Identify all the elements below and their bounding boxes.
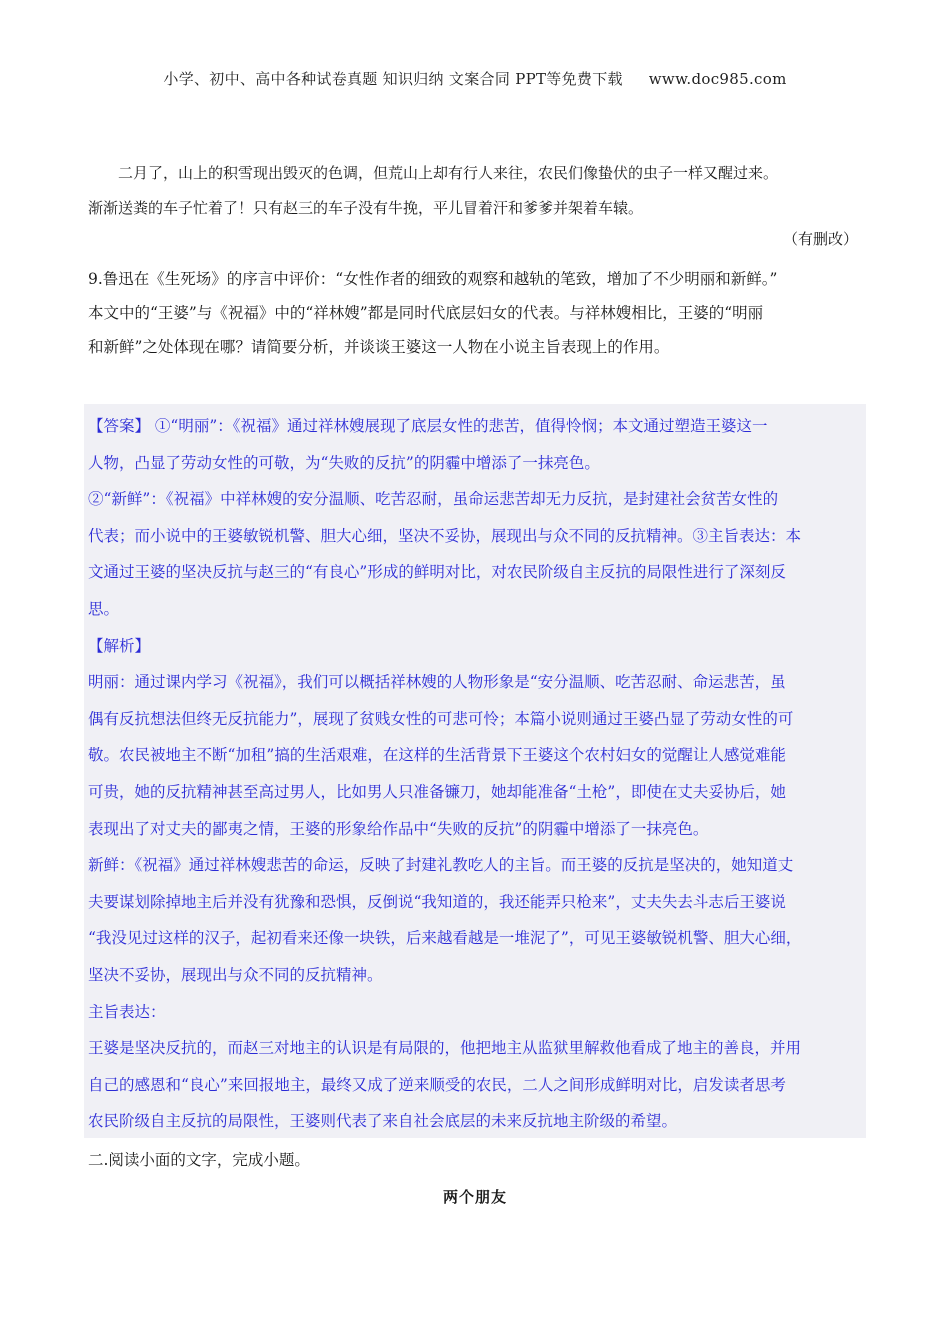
answer-line: 【答案】 ①“明丽”：《祝福》通过祥林嫂展现了底层女性的悲苦，值得怜悯；本文通过塑造王婆这一 [88, 417, 768, 435]
analysis-line: “我没见过这样的汉子，起初看来还像一块铁，后来越看越是一堆泥了”，可见王婆敏锐机警、胆大心细， [88, 929, 802, 948]
analysis-line: 明丽：通过课内学习《祝福》，我们可以概括祥林嫂的人物形象是“安分温顺、吃苦忍耐、命运悲苦，虽 [88, 673, 786, 692]
answer-line: 代表；而小说中的王婆敏锐机警、胆大心细，坚决不妥协，展现出与众不同的反抗精神。③主旨表达：本 [88, 526, 802, 545]
analysis-line: 自己的感恩和“良心”来回报地主，最终又成了逆来顺受的农民，二人之间形成鲜明对比，启发读者思考 [88, 1075, 786, 1094]
passage-excerpt [88, 156, 864, 226]
analysis-line: 农民阶级自主反抗的局限性，王婆则代表了来自社会底层的未来反抗地主阶级的希望。 [88, 1112, 678, 1131]
passage-title: 两个朋友 [442, 1188, 507, 1206]
question-line: 本文中的“王婆”与《祝福》中的“祥林嫂”都是同时代底层妇女的代表。与祥林嫂相比，王婆的“明丽 [88, 304, 764, 322]
question-9 [88, 262, 864, 364]
section-two-instruction: 二.阅读小面的文字，完成小题。 [88, 1151, 310, 1169]
analysis-line: 可贵，她的反抗精神甚至高过男人，比如男人只准备镰刀，她却能准备“土枪”，即使在丈夫妥协后，她 [88, 782, 786, 801]
analysis-line: 新鲜：《祝福》通过祥林嫂悲苦的命运，反映了封建礼教吃人的主旨。而王婆的反抗是坚决的，她知道丈 [88, 856, 794, 875]
analysis-line: 敬。农民被地主不断“加租”搞的生活艰难，在这样的生活背景下王婆这个农村妇女的觉醒让人感觉难能 [88, 746, 786, 765]
analysis-line: 偶有反抗想法但终无反抗能力”，展现了贫贱女性的可悲可怜；本篇小说则通过王婆凸显了劳动女性的可 [88, 709, 794, 728]
question-line: 9.鲁迅在《生死场》的序言中评价：“女性作者的细致的观察和越轨的笔致，增加了不少明丽和新鲜。” [88, 270, 778, 288]
analysis-line: 主旨表达： [88, 1002, 166, 1021]
source-note: （有删改） [782, 230, 858, 248]
analysis-heading: 【解析】 [88, 636, 151, 655]
header-text: 小学、初中、高中各种试卷真题 知识归纳 文案合同 PPT等免费下载 [163, 70, 623, 88]
answer-line: 文通过王婆的坚决反抗与赵三的“有良心”形成的鲜明对比，对农民阶级自主反抗的局限性进行了深刻反 [88, 563, 786, 582]
analysis-line: 表现出了对丈夫的鄙夷之情，王婆的形象给作品中“失败的反抗”的阴霾中增添了一抹亮色。 [88, 819, 709, 838]
answer-line: 思。 [88, 599, 120, 618]
page-header [0, 68, 950, 89]
analysis-line: 王婆是坚决反抗的，而赵三对地主的认识是有局限的，他把地主从监狱里解救他看成了地主的善良，并用 [88, 1039, 802, 1058]
passage-line: 二月了，山上的积雪现出毁灭的色调，但荒山上却有行人来往，农民们像蛰伏的虫子一样又醒过来。 [118, 164, 779, 182]
header-site-link[interactable]: www.doc985.com [648, 70, 787, 88]
answer-analysis-box [84, 404, 866, 1138]
analysis-line: 坚决不妥协，展现出与众不同的反抗精神。 [88, 965, 383, 984]
passage-line: 渐渐送粪的车子忙着了！只有赵三的车子没有牛挽，平儿冒着汗和爹爹并架着车辕。 [88, 199, 644, 217]
answer-line: ②“新鲜”：《祝福》中祥林嫂的安分温顺、吃苦忍耐，虽命运悲苦却无力反抗，是封建社会贫苦女性的 [88, 490, 779, 509]
answer-line: 人物，凸显了劳动女性的可敬，为“失败的反抗”的阴霾中增添了一抹亮色。 [88, 453, 600, 472]
analysis-line: 夫要谋划除掉地主后并没有犹豫和恐惧，反倒说“我知道的，我还能弄只枪来”，丈夫失去斗志后王婆说 [88, 892, 786, 911]
question-line: 和新鲜”之处体现在哪？请简要分析，并谈谈王婆这一人物在小说主旨表现上的作用。 [88, 338, 670, 356]
